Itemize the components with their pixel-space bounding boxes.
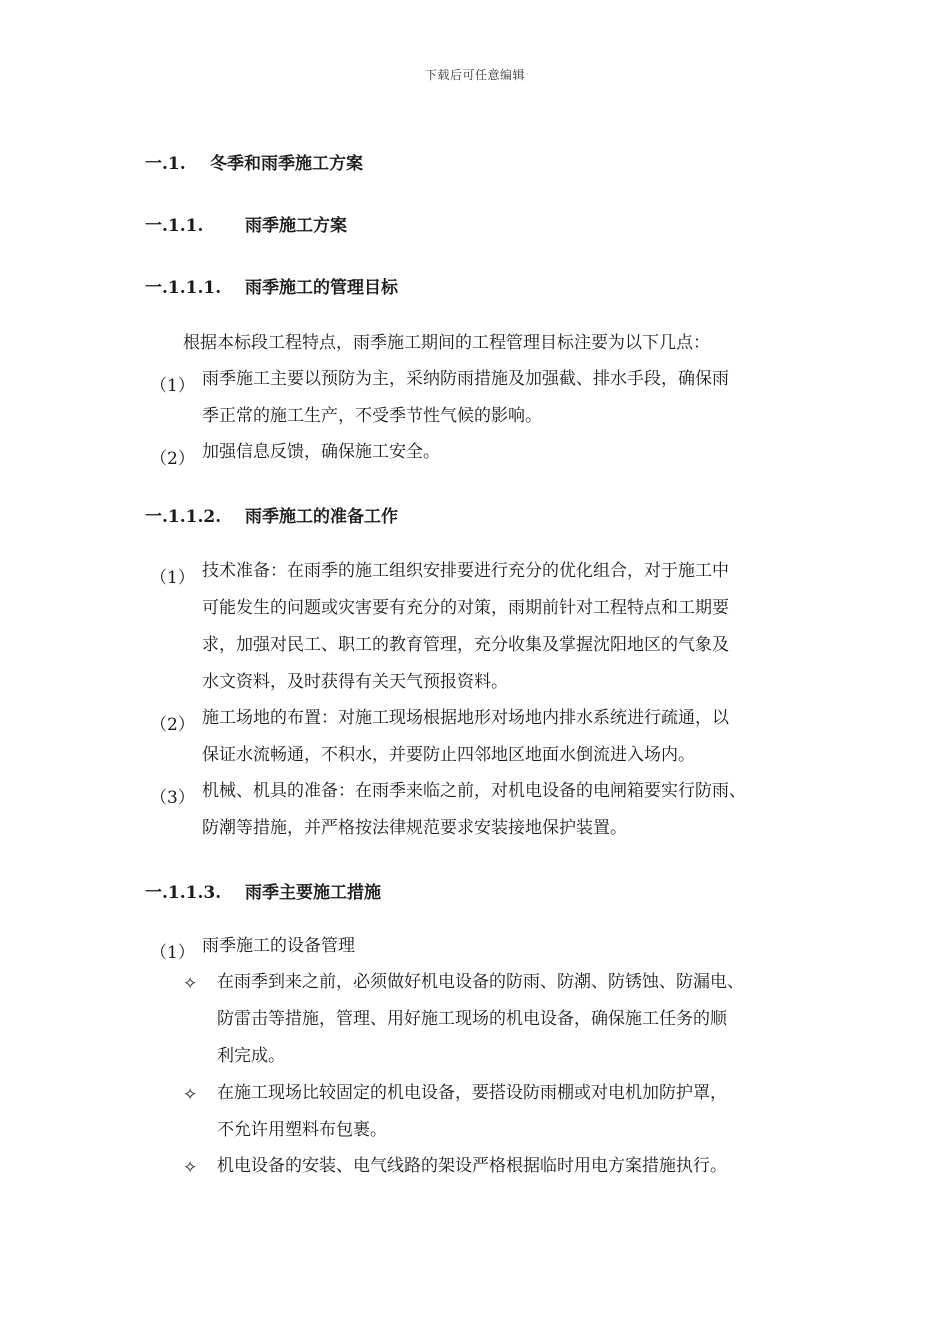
bullet-item-line: 不允许用塑料布包裹。 (217, 1120, 387, 1140)
page-header: 下载后可任意编辑 (424, 68, 525, 82)
list-item-line: 技术准备：在雨季的施工组织安排要进行充分的优化组合，对于施工中 (202, 561, 729, 581)
diamond-bullet-icon: ✧ (183, 1158, 198, 1178)
list-label: （1） (150, 943, 195, 963)
heading-title: 雨季主要施工措施 (245, 883, 381, 903)
list-item-line: 保证水流畅通，不积水，并要防止四邻地区地面水倒流进入场内。 (202, 745, 695, 765)
heading-1-1-3 (145, 878, 381, 903)
heading-number: 一.1.1.3. (145, 883, 222, 903)
bullet-item-line: 在雨季到来之前，必须做好机电设备的防雨、防潮、防锈蚀、防漏电、 (217, 972, 744, 992)
list-label: （3） (150, 788, 195, 808)
bullet-item-line: 在施工现场比较固定的机电设备，要搭设防雨棚或对电机加防护罩， (217, 1083, 727, 1103)
bullet-item-line: 防雷击等措施，管理、用好施工现场的机电设备，确保施工任务的顺 (217, 1009, 727, 1029)
list-item-line: 雨季施工主要以预防为主，采纳防雨措施及加强截、排水手段，确保雨 (202, 369, 729, 389)
list-label: （1） (150, 568, 195, 588)
list-label: （2） (150, 449, 195, 469)
heading-title: 雨季施工的管理目标 (245, 278, 398, 298)
heading-title: 冬季和雨季施工方案 (210, 154, 363, 174)
heading-number: 一.1.1.1. (145, 278, 222, 298)
list-item-line: 季正常的施工生产，不受季节性气候的影响。 (202, 406, 542, 426)
list-item-line: 雨季施工的设备管理 (202, 936, 355, 956)
heading-number: 一.1.1. (145, 216, 204, 236)
list-item-line: 水文资料，及时获得有关天气预报资料。 (202, 672, 508, 692)
list-item-line: 机械、机具的准备：在雨季来临之前，对机电设备的电闸箱要实行防雨、 (202, 781, 746, 801)
bullet-item-line: 利完成。 (217, 1046, 285, 1066)
diamond-bullet-icon: ✧ (183, 1085, 198, 1105)
list-label: （2） (150, 715, 195, 735)
list-item-line: 求，加强对民工、职工的教育管理，充分收集及掌握沈阳地区的气象及 (202, 635, 729, 655)
heading-number: 一.1.1.2. (145, 507, 222, 527)
heading-number: 一.1. (145, 154, 186, 174)
diamond-bullet-icon: ✧ (183, 974, 198, 994)
list-label: （1） (150, 376, 195, 396)
heading-1 (145, 149, 363, 174)
bullet-item-line: 机电设备的安装、电气线路的架设严格根据临时用电方案措施执行。 (217, 1156, 727, 1176)
list-item-line: 施工场地的布置：对施工现场根据地形对场地内排水系统进行疏通，以 (202, 708, 729, 728)
list-item-line: 加强信息反馈，确保施工安全。 (202, 442, 440, 462)
heading-1-1-2 (145, 502, 398, 527)
list-item-line: 防潮等措施，并严格按法律规范要求安装接地保护装置。 (202, 818, 627, 838)
intro-paragraph: 根据本标段工程特点，雨季施工期间的工程管理目标注要为以下几点： (183, 333, 710, 353)
heading-title: 雨季施工方案 (245, 216, 347, 236)
heading-title: 雨季施工的准备工作 (245, 507, 398, 527)
heading-1-1 (145, 211, 347, 236)
heading-1-1-1 (145, 273, 398, 298)
list-item-line: 可能发生的问题或灾害要有充分的对策，雨期前针对工程特点和工期要 (202, 598, 729, 618)
